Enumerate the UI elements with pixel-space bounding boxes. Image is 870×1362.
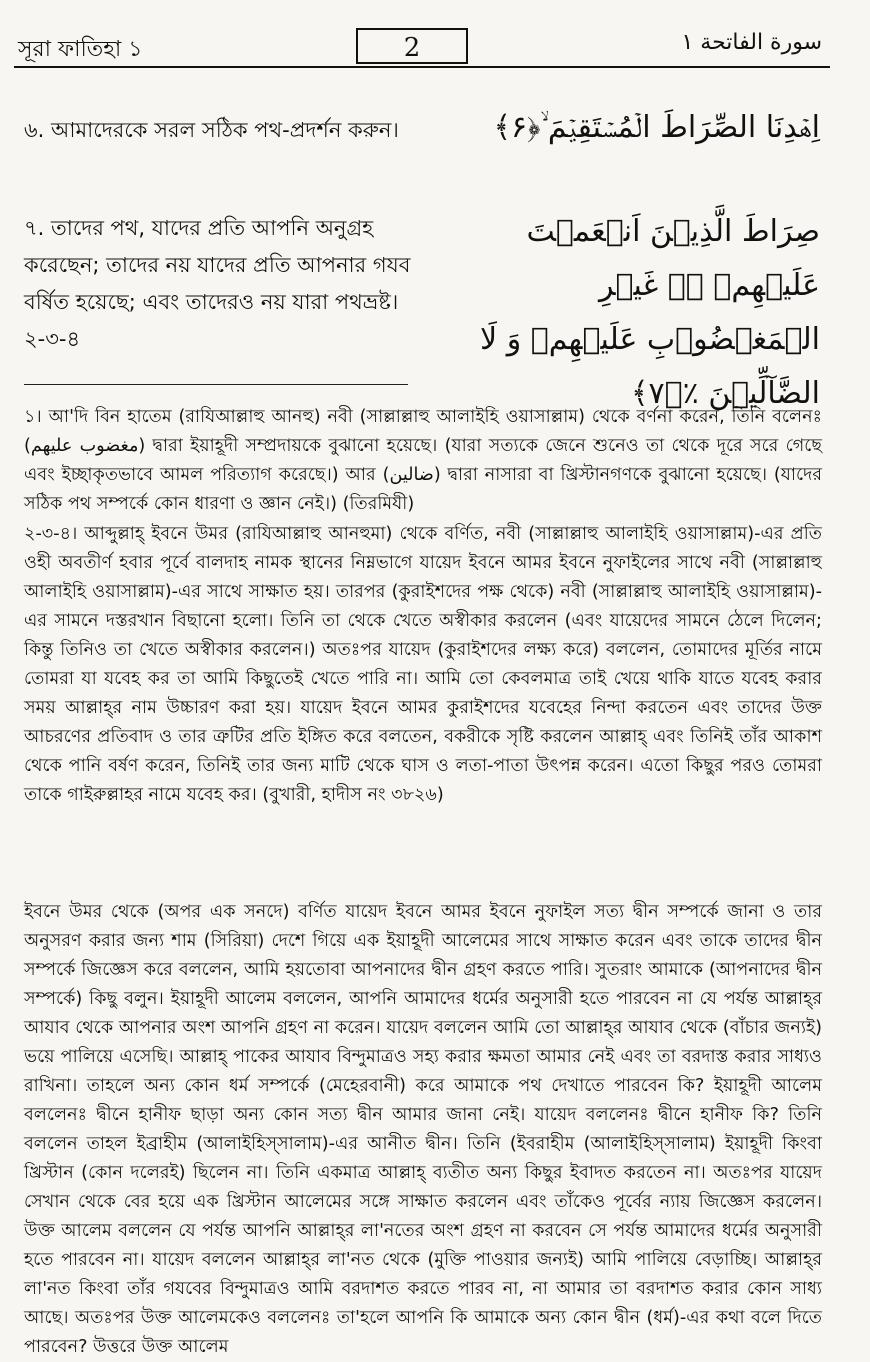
page-header [14, 28, 828, 66]
verse-6-arabic: اِهۡدِنَا الصِّرَاطَ الۡمُسۡتَقِیۡمَ ۙ﴿۶﴾ [493, 110, 820, 145]
header-divider [14, 66, 830, 68]
surah-title-bengali: সূরা ফাতিহা ১ [18, 37, 143, 62]
footnote-2-3-4: ২-৩-৪। আব্দুল্লাহ্‌ ইবনে উমর (রাযিআল্লাহু আনহুমা) থেকে বর্ণিত, নবী (সাল্লাল্লাহু আলাইহি ওয়াসাল্লাম)-এর প্রতি ওহী অবতীর্ণ হবার পূর্বে বালদাহ নামক স্থানের নিম্নভাগে যায়েদ ইবনে আমর ইবনে নুফাইলের সাথে নবী (সাল্লাল্লাহু আলাইহি ওয়াসাল্লাম)-এর সাথে সাক্ষাত হয়। তারপর (কুরাইশদের পক্ষ থেকে) নবী (সাল্লাল্লাহু আলাইহি ওয়াসাল্লাম)-এর সামনে দস্তরখান বিছানো হলো। তিনি তা থেকে খেতে অস্বীকার করলেন (এবং যায়েদের সামনে ঠেলে দিলেন; কিন্তু তিনিও তা খেতে অস্বীকার করলেন।) অতঃপর যায়েদ (কুরাইশদের লক্ষ্য করে) বললেন, তোমাদের মূর্তির নামে তোমরা যা যবেহ কর তা আমি কিছুতেই খেতে পারি না। আমি তো কেবলমাত্র তাই খেয়ে থাকি যাতে যবেহ করার সময় আল্লাহ্‌র নাম উচ্চারণ করা হয়। যায়েদ ইবনে আমর কুরাইশদের যবেহের নিন্দা করতেন এবং তাদের উক্ত আচরণের প্রতিবাদ ও তার ত্রুটির প্রতি ইঙ্গিত করে বলতেন, বকরীকে সৃষ্টি করলেন আল্লাহ্‌ এবং তিনিই তাঁর আকাশ থেকে পানি বর্ষণ করেন, তিনিই তার জন্য মাটি থেকে ঘাস ও লতা-পাতা উৎপন্ন করেন। এতো কিছুর পরও তোমরা তাকে গাইরুল্লাহর নামে যবেহ কর। (বুখারী, হাদীস নং ৩৮২৬) [24, 524, 822, 805]
surah-title-arabic: سورة الفاتحة ١ [681, 30, 822, 55]
footnote-continuation: ইবনে উমর থেকে (অপর এক সনদে) বর্ণিত যায়েদ ইবনে আমর ইবনে নুফাইল সত্য দ্বীন সম্পর্কে জানা ও তার অনুসরণ করার জন্য শাম (সিরিয়া) দেশে গিয়ে এক ইয়াহূদী আলেমের সাথে সাক্ষাত করেন এবং তাকে তাদের দ্বীন সম্পর্কে জিজ্ঞেস করে বললেন, আমি হয়তোবা আপনাদের দ্বীন গ্রহণ করতে পারি। সুতরাং আমাকে (আপনাদের দ্বীন সম্পর্কে) কিছু বলুন। ইয়াহূদী আলেম বললেন, আপনি আমাদের ধর্মের অনুসারী হতে পারবেন না যে পর্যন্ত আল্লাহ্‌র আযাব থেকে আপনার অংশ আপনি গ্রহণ না করেন। যায়েদ বললেন আমি তো আল্লাহ্‌র আযাব থেকে (বাঁচার জন্যই) ভয়ে পালিয়ে এসেছি। আল্লাহ্‌ পাকের আযাব বিন্দুমাত্রও সহ্য করার ক্ষমতা আমার নেই এবং তা বরদাস্ত করার সাধ্যও রাখিনা। তাহলে অন্য কোন ধর্ম সম্পর্কে (মেহেরবানী) করে আমাকে পথ দেখাতে পারবেন কি? ইয়াহূদী আলেম বললেনঃ দ্বীনে হানীফ ছাড়া অন্য কোন সত্য দ্বীন আমার জানা নেই। যায়েদ বললেনঃ দ্বীনে হানীফ কি? তিনি বললেন তাহল ইব্রাহীম (আলাইহিস্সালাম)-এর আনীত দ্বীন। তিনি (ইবরাহীম (আলাইহিস্সালাম) ইয়াহূদী কিংবা খ্রিস্টান (কোন দলেরই) ছিলেন না। তিনি একমাত্র আল্লাহ্‌ ব্যতীত অন্য কিছুর ইবাদত করতেন না। অতঃপর যায়েদ সেখান থেকে বের হয়ে এক খ্রিস্টান আলেমের সঙ্গে সাক্ষাত করলেন এবং তাঁকেও পূর্বের ন্যায় জিজ্ঞেস করলেন। উক্ত আলেম বললেন যে পর্যন্ত আপনি আল্লাহ্‌র লা'নতের অংশ গ্রহণ না করবেন সে পর্যন্ত আমাদের ধর্মের অনুসারী হতে পারবেন না। যায়েদ বললেন আল্লাহ্‌র লা'নত থেকে (মুক্তি পাওয়ার জন্যই) আমি পালিয়ে বেড়াচ্ছি। আল্লাহ্‌র লা'নত কিংবা তাঁর গযবের বিন্দুমাত্রও আমি বরদাশত করতে পারব না, না আমার তা বরদাশত করার কোন সাধ্য আছে। অতঃপর উক্ত আলেমকেও বললেনঃ তা'হলে আপনি কি আমাকে অন্য কোন দ্বীন (ধর্ম)-এর কথা বলে দিতে পারবেন? উত্তরে উক্ত আলেম [24, 902, 822, 1357]
verse-7-arabic: صِرَاطَ الَّذِیۡنَ اَنۡعَمۡتَ عَلَیۡهِمۡ ۬ۙ غَیۡرِ الۡمَغۡضُوۡبِ عَلَیۡهِمۡ وَ لَا الضَّآلِّیۡنَ ٪﴿۷﴾ [480, 214, 820, 411]
footnote-1-arabic-term-2: ضالين [389, 465, 434, 485]
footnote-1-text-a: ১। আ'দি বিন হাতেম (রাযিআল্লাহু আনহু) নবী (সাল্লাল্লাহু আলাইহি ওয়াসাল্লাম) থেকে বর্ণনা করেন, তিনি বলেনঃ ( [24, 407, 822, 456]
footnote-1 [24, 403, 822, 519]
footnote-1-text-b: ) দ্বারা ইয়াহূদী সম্প্রদায়কে বুঝানো হয়েছে। (যারা সত্যকে জেনে শুনেও তা থেকে দূরে সরে গেছে এবং ইচ্ছাকৃতভাবে আমল পরিত্যাগ করেছে।) আর ( [24, 436, 822, 485]
footnote-divider [24, 384, 408, 385]
page-number: 2 [356, 28, 468, 64]
verse-6-bengali: ৬. আমাদেরকে সরল সঠিক পথ-প্রদর্শন করুন। [24, 118, 399, 142]
footnote-1-text-c: ) দ্বারা নাসারা বা খ্রিস্টানগণকে বুঝানো হয়েছে। (যাদের সঠিক পথ সম্পর্কে কোন ধারণা ও জ্ঞান নেই।) (তিরমিযী) [24, 465, 822, 514]
footnote-1-arabic-term-1: مغضوب عليهم [30, 436, 139, 456]
verse-7-bengali: ৭. তাদের পথ, যাদের প্রতি আপনি অনুগ্রহ করেছেন; তাদের নয় যাদের প্রতি আপনার গযব বর্ষিত হয়েছে; এবং তাদেরও নয় যারা পথভ্রষ্ট।২-৩-৪ [24, 216, 411, 351]
